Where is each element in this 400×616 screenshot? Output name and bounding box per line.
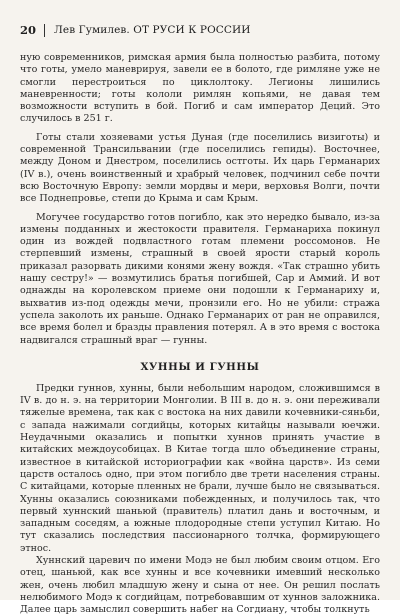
book-title: Лев Гумилев. ОТ РУСИ К РОССИИ [54, 24, 251, 36]
page-number: 20 [20, 23, 37, 37]
paragraph: Могучее государство готов погибло, как это нередко бывало, из-за измены подданных и жестокости правителя. Германариха покинул один из вождей подвластного готам племени россомонов. Не стерпевший измены, страшный в своей ярости старый король приказал разорвать дикими конями жену вождя. «Так страшно убить нашу сестру!» — возмутились братья погибшей, Сар и Аммий. И вот однажды на королевском приеме они подошли к Германариху и, выхватив из-под одежды мечи, пронзили его. Но не убили: стража успела заколоть их раньше. Однако Германарих от ран не оправился, все время болел и бразды правления потерял. А в это время с востока надвигался страшный враг — гунны. [20, 211, 380, 346]
paragraph: ную современников, римская армия была полностью разбита, потому что готы, умело маневрируя, завели ее в болото, где римляне уже не смогли перестроиться по циклолтоку. Легионы лишились маневренности; готы кололи римлян копьями, не давая тем возможности вступить в бой. Погиб и сам император Деций. Это случилось в 251 г. [20, 52, 380, 125]
paragraph: Предки гуннов, хунны, были небольшим народом, сложившимся в IV в. до н. э. на территории Монголии. В III в. до н. э. они переживали тяжелые времена, так как с востока на них давили кочевники-сяньби, с запада нажимали согдийцы, которых китайцы называли юечжи. Неудачными оказались и попытки хуннов принять участие в китайских междоусобицах. В Китае тогда шло объединение страны, известное в китайской историографии как «война царств». Из семи царств осталось одно, при этом погибло две трети населения страны. С китайцами, которые пленных не брали, лучше было не связываться. Хунны оказались союзниками побежденных, и получилось так, что первый хуннский шаньюй (правитель) платил дань и восточным, и западным соседям, а южные плодородные степи уступил Китаю. Но тут сказались последствия пассионарного толчка, формирующего этнос. [20, 382, 380, 554]
paragraph: Хуннский царевич по имени Модэ не был любим своим отцом. Его отец, шаньюй, как все хунны и все кочевники имевший несколько жен, очень любил младшую жену и сына от нее. Он решил послать нелюбимого Модэ к согдийцам, потребовавшим от хуннов заложника. Далее царь замыслил совершить набег на Согдиану, чтобы толкнуть [20, 554, 380, 616]
paragraph: Готы стали хозяевами устья Дуная (где поселились визиготы) и современной Трансильвании (где поселились гепиды). Восточнее, между Доном и Днестром, поселились остготы. Их царь Германарих (IV в.), очень воинственный и храбрый человек, подчинил себе почти всю Восточную Европу: земли мордвы и мери, верховья Волги, почти все Поднепровье, степи до Крыма и сам Крым. [20, 131, 380, 205]
running-head [20, 23, 380, 37]
header-divider [44, 24, 45, 37]
section-heading: ХУННЫ И ГУННЫ [140, 360, 260, 373]
body-text [20, 52, 380, 616]
